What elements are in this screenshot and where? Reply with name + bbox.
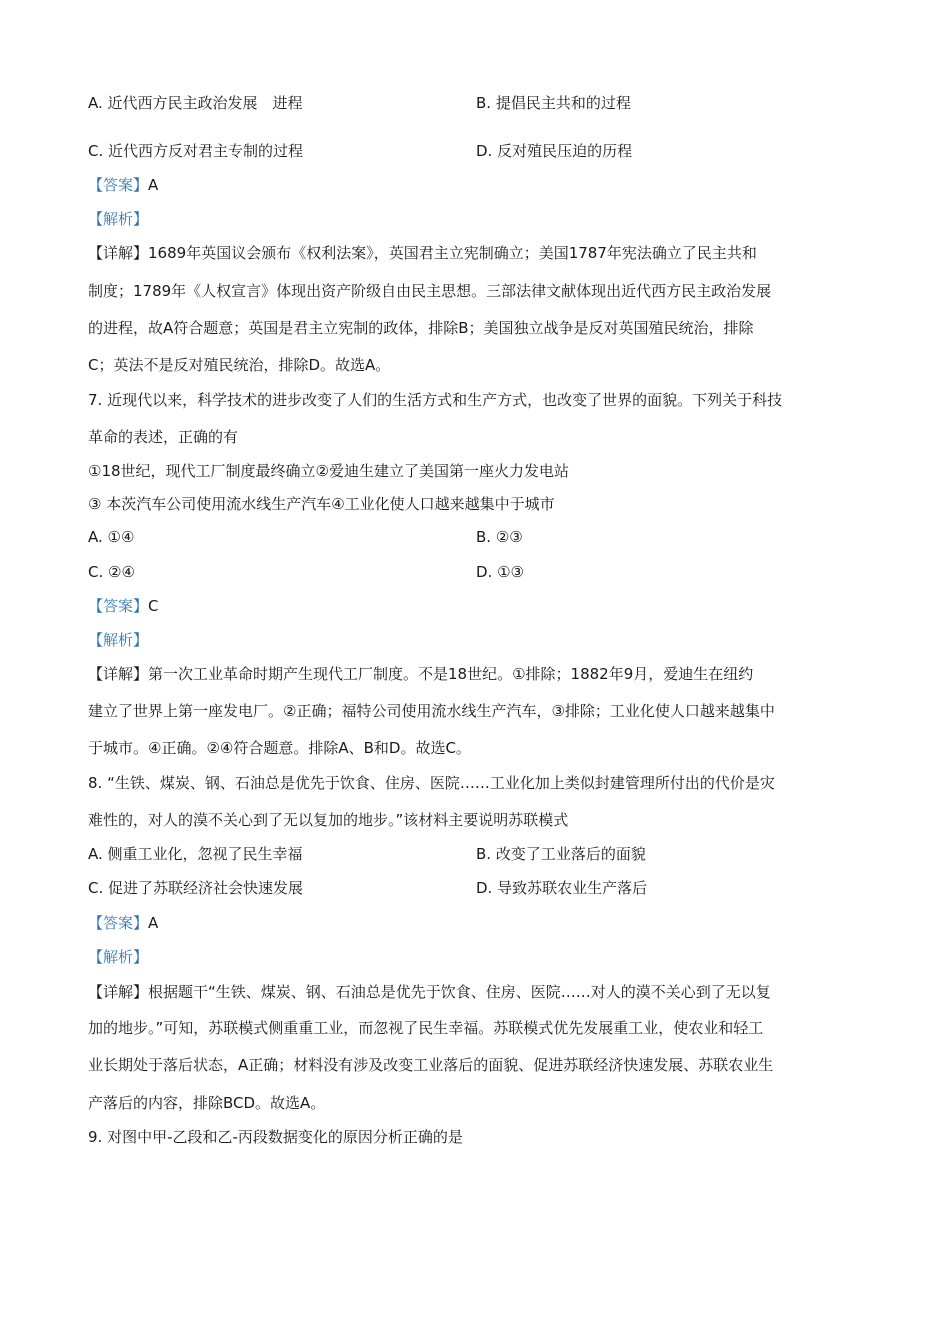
answer-value: A [148,914,159,932]
q7-item-line-1: ①18世纪，现代工厂制度最终确立②爱迪生建立了美国第一座火力发电站 [88,462,569,480]
q6-detail-line-3: 的进程，故A符合题意；英国是君主立宪制的政体，排除B；美国独立战争是反对英国殖民统治，排除 [88,319,754,337]
q7-option-a: A. ①④ [88,528,135,546]
q7-detail-line-2: 建立了世界上第一座发电厂。②正确；福特公司使用流水线生产汽车，③排除；工业化使人口越来越集中 [88,702,775,720]
q6-option-d: D. 反对殖民压迫的历程 [476,142,633,160]
q7-stem-line-1: 7. 近现代以来，科学技术的进步改变了人们的生活方式和生产方式，也改变了世界的面貌。下列关于科技 [88,391,783,409]
q7-option-b: B. ②③ [476,528,523,546]
q7-detail-line-3: 于城市。④正确。②④符合题意。排除A、B和D。故选C。 [88,739,471,757]
answer-value: C [148,597,159,615]
q7-item-line-2: ③ 本茨汽车公司使用流水线生产汽车④工业化使人口越来越集中于城市 [88,495,555,513]
q8-analysis-tag: 【解析】 [88,948,149,966]
q7-answer [88,596,159,616]
q6-option-a: A. 近代西方民主政治发展 进程 [88,94,303,112]
detail-tag: 【详解】 [88,665,149,683]
q9-stem: 9. 对图中甲-乙段和乙-丙段数据变化的原因分析正确的是 [88,1128,463,1146]
detail-text: 第一次工业革命时期产生现代工厂制度。不是18世纪。①排除；1882年9月，爱迪生在纽约 [148,665,754,683]
detail-text: 1689年英国议会颁布《权利法案》，英国君主立宪制确立；美国1787年宪法确立了民主共和 [148,244,757,262]
q8-option-a: A. 侧重工业化，忽视了民生幸福 [88,845,303,863]
q8-detail-line-4: 产落后的内容，排除BCD。故选A。 [88,1094,326,1112]
q8-option-d: D. 导致苏联农业生产落后 [476,879,648,897]
answer-tag: 【答案】 [88,176,149,194]
q8-stem-line-2: 难性的，对人的漠不关心到了无以复加的地步。”该材料主要说明苏联模式 [88,811,569,829]
q7-option-c: C. ②④ [88,563,135,581]
q8-option-b: B. 改变了工业落后的面貌 [476,845,646,863]
q6-detail-line-4: C；英法不是反对殖民统治，排除D。故选A。 [88,356,391,374]
q7-option-d: D. ①③ [476,563,524,581]
q7-analysis-tag: 【解析】 [88,631,149,649]
q6-option-b: B. 提倡民主共和的过程 [476,94,631,112]
q7-stem-line-2: 革命的表述，正确的有 [88,428,239,446]
detail-tag: 【详解】 [88,983,149,1001]
q8-stem-line-1: 8. “生铁、煤炭、钢、石油总是优先于饮食、住房、医院……工业化加上类似封建管理所付出的代价是灾 [88,774,775,792]
detail-tag: 【详解】 [88,244,149,262]
q6-analysis-tag: 【解析】 [88,210,149,228]
detail-text: 根据题干“生铁、煤炭、钢、石油总是优先于饮食、住房、医院……对人的漠不关心到了无以复 [148,983,771,1001]
q6-option-c: C. 近代西方反对君主专制的过程 [88,142,304,160]
q6-detail-line-2: 制度；1789年《人权宣言》体现出资产阶级自由民主思想。三部法律文献体现出近代西方民主政治发展 [88,282,772,300]
q6-detail-line-1 [88,243,757,263]
q6-answer [88,175,158,195]
q8-option-c: C. 促进了苏联经济社会快速发展 [88,879,304,897]
answer-tag: 【答案】 [88,914,149,932]
q8-detail-line-1 [88,982,771,1002]
answer-value: A [148,176,159,194]
q8-detail-line-2: 加的地步。”可知，苏联模式侧重重工业，而忽视了民生幸福。苏联模式优先发展重工业，使农业和轻工 [88,1019,764,1037]
q8-answer [88,913,158,933]
q7-detail-line-1 [88,664,753,684]
answer-tag: 【答案】 [88,597,149,615]
q8-detail-line-3: 业长期处于落后状态，A正确；材料没有涉及改变工业落后的面貌、促进苏联经济快速发展、苏联农业生 [88,1056,774,1074]
